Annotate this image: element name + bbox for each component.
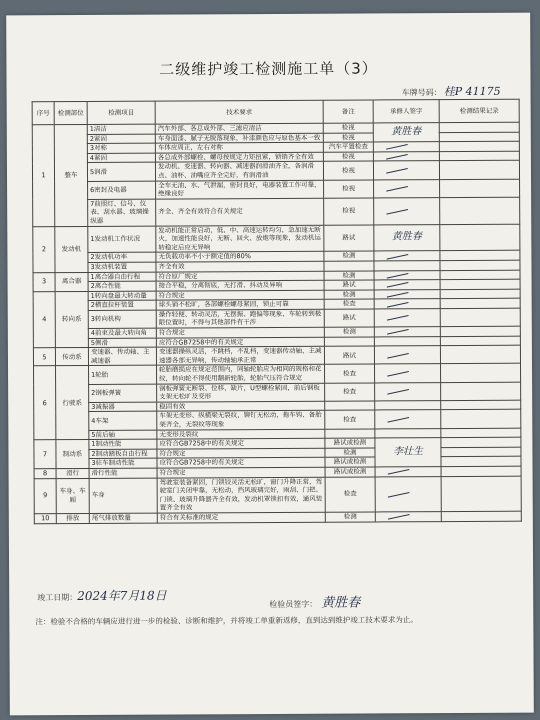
row-remark xyxy=(325,401,375,411)
header-requirement: 技术要求 xyxy=(155,100,323,124)
row-result xyxy=(440,345,520,364)
row-result xyxy=(440,298,520,308)
row-result xyxy=(441,447,521,457)
row-item: 4车架 xyxy=(89,411,157,430)
row-remark: 检测 xyxy=(325,512,375,522)
row-item: 2紧固 xyxy=(87,134,155,144)
header-remark: 备注 xyxy=(323,100,373,123)
row-item: 3减振器 xyxy=(89,402,157,412)
row-remark: 汽车平置检查 xyxy=(323,142,373,152)
row-requirement: 发动机、变速器、转向器、减速器润滑油齐全，各润滑点、油杯、油嘴应齐全完好，有润滑油 xyxy=(155,162,323,181)
row-item: 1轮胎 xyxy=(89,366,157,385)
completion-date-label: 竣工日期： xyxy=(37,593,78,603)
row-remark: 检测 xyxy=(324,270,374,280)
row-result xyxy=(441,457,521,467)
row-requirement: 稳固有效 xyxy=(157,401,325,411)
inspector-value: 黄胜春 xyxy=(321,595,361,611)
row-item: 5侧滑 xyxy=(88,338,156,348)
row-requirement: 轮胎磨损应在规定范围内，同轴轮胎应为相同的规格和花纹，转向轮不得使用翻新轮胎，轮胎气压符合规定 xyxy=(157,365,325,384)
row-part: 滑行 xyxy=(56,468,89,478)
row-requirement: 汽车外部、各总成外部、三滤应清洁 xyxy=(155,123,323,133)
row-result xyxy=(441,400,521,410)
row-result xyxy=(440,270,520,280)
row-signature-mark xyxy=(374,251,440,261)
row-remark: 路试 xyxy=(324,280,374,290)
row-result xyxy=(440,279,520,289)
row-part: 传动系 xyxy=(55,348,88,366)
row-item: 6密封及电器 xyxy=(88,181,156,200)
row-requirement: 车身面漆、腻子无脱落现象，补漆颜色应与原色基本一致 xyxy=(155,133,323,143)
row-remark: 检查 xyxy=(325,410,375,428)
row-part: 制动系 xyxy=(56,440,89,469)
table-row xyxy=(34,476,521,514)
row-signature-mark xyxy=(374,289,440,299)
row-requirement: 齐全有效 xyxy=(156,261,324,271)
row-result xyxy=(441,511,521,521)
header-item: 检测项目 xyxy=(87,101,155,124)
row-remark: 检视 xyxy=(323,152,373,162)
row-remark: 检测 xyxy=(324,327,374,337)
row-remark: 检视 xyxy=(323,133,373,143)
row-result xyxy=(441,364,521,383)
row-seq: 10 xyxy=(34,514,56,524)
row-result xyxy=(441,466,521,476)
row-remark: 路试 xyxy=(324,346,374,364)
header-signature: 承修人签字 xyxy=(373,100,439,123)
row-seq: 8 xyxy=(34,469,56,479)
row-item: 1制动性能 xyxy=(89,439,157,449)
row-item: 2钢板弹簧 xyxy=(89,384,157,403)
row-signature-mark xyxy=(375,476,441,512)
row-item: 1离合器自由行程 xyxy=(88,272,156,282)
row-result xyxy=(439,151,519,161)
header-part: 检测部位 xyxy=(54,101,87,124)
row-requirement: 符合原厂规定 xyxy=(156,271,324,281)
row-requirement: 车体应周正，左右对称 xyxy=(155,142,323,152)
row-item: 3转向机构 xyxy=(88,310,156,329)
table-header-row xyxy=(32,99,519,125)
row-result xyxy=(439,122,519,132)
row-signature-mark xyxy=(375,364,441,383)
row-item: 车身 xyxy=(89,478,157,514)
row-signature-mark xyxy=(375,410,441,429)
row-item: 2横直拉杆装置 xyxy=(88,300,156,310)
row-part: 行驶系 xyxy=(56,366,89,440)
row-seq: 5 xyxy=(33,348,55,366)
row-requirement: 符合规定 xyxy=(157,467,325,477)
row-signature-mark xyxy=(374,270,440,280)
row-result xyxy=(440,224,520,251)
row-seq: 9 xyxy=(34,478,56,513)
row-seq: 2 xyxy=(33,226,55,272)
row-item: 变速器、传动轴、主减速器 xyxy=(88,347,156,366)
table-row xyxy=(33,224,520,253)
row-remark: 检视 xyxy=(323,161,373,179)
row-signature-mark xyxy=(373,161,439,180)
table-row xyxy=(34,511,521,523)
row-requirement: 应符合GB7258中的有关规定 xyxy=(156,337,324,347)
row-result xyxy=(441,382,521,401)
inspector-label: 检验员签字： xyxy=(269,599,318,610)
row-signature-mark xyxy=(375,428,441,438)
row-seq: 6 xyxy=(34,366,56,440)
row-seq: 1 xyxy=(32,125,55,227)
row-item: 5前后轴 xyxy=(89,430,157,440)
row-result xyxy=(440,179,520,198)
row-item: 4前束及最大转向角 xyxy=(88,328,156,338)
row-signature: 李壮生 xyxy=(375,438,441,467)
row-result xyxy=(441,437,521,447)
row-requirement: 符合规定 xyxy=(156,290,324,300)
row-signature-mark xyxy=(375,382,441,401)
table-row xyxy=(33,197,520,226)
row-remark: 路试或检测 xyxy=(325,457,375,467)
row-result xyxy=(441,428,521,438)
plate-value: 桂P 41175 xyxy=(443,84,501,99)
row-item: 2发动机功率 xyxy=(88,252,156,262)
row-remark: 检测 xyxy=(324,251,374,261)
row-requirement: 发动机能正常启动，低、中、高速运转均匀，急加速无断火，加速性能良好，无断、回火、放炮等现象，发动机运转稳定后应无异响 xyxy=(156,225,324,253)
row-requirement: 无负载功率不小于额定值的80% xyxy=(156,252,324,262)
row-requirement: 车架无变形、纵横梁无裂纹，铆钉无松动，拖车钩、备胎架齐全，无裂纹等现象 xyxy=(157,411,325,430)
row-result xyxy=(440,336,520,346)
row-result xyxy=(440,326,520,336)
row-requirement: 符合规定 xyxy=(156,327,324,337)
row-remark: 检测 xyxy=(324,290,374,300)
row-item: 2制动踏板自由行程 xyxy=(89,449,157,459)
row-signature-mark xyxy=(375,512,441,522)
row-remark xyxy=(324,337,374,347)
row-signature: 黄胜春 xyxy=(373,123,439,143)
row-signature-mark xyxy=(374,346,440,365)
row-item: 4紧固 xyxy=(87,153,155,163)
row-requirement: 接合平稳，分离彻底，无打滑、抖动及异响 xyxy=(156,280,324,290)
row-signature-mark xyxy=(374,280,440,290)
row-part: 排放 xyxy=(56,513,89,523)
row-item: 7前照灯、信号、仪表、刮水器、玻璃操纵器 xyxy=(88,199,156,226)
row-item: 1转向盘最大转动量 xyxy=(88,291,156,301)
row-requirement: 变速器操纵灵活，不跳档，不乱档，变速器传动轴、主减速器各部无异响，传动轴轴承正常 xyxy=(156,346,324,365)
row-remark: 检视 xyxy=(324,198,374,225)
row-remark: 路试或检测 xyxy=(325,467,375,477)
row-result xyxy=(441,410,521,429)
inspection-table xyxy=(32,99,522,524)
row-result xyxy=(440,251,520,261)
row-remark: 检查 xyxy=(325,477,375,513)
row-signature-mark xyxy=(374,197,440,224)
row-item: 5润滑 xyxy=(87,162,155,181)
row-signature-mark xyxy=(374,308,440,327)
row-item: 滑行性能 xyxy=(89,468,157,478)
row-item: 2离合性能 xyxy=(88,281,156,291)
completion-date-value: 2024年7月18日 xyxy=(77,588,167,604)
row-signature-mark xyxy=(374,261,440,271)
row-result xyxy=(440,308,520,327)
row-requirement: 符合规定 xyxy=(157,448,325,458)
row-remark: 检查 xyxy=(325,383,375,401)
header-seq: 序号 xyxy=(32,102,54,125)
page-title: 二级维护竣工检测施工单（3） xyxy=(159,59,378,79)
row-requirement: 应符合GB7258中的有关规定 xyxy=(157,438,325,448)
row-part: 发动机 xyxy=(55,226,88,272)
row-result xyxy=(440,260,520,270)
row-signature-mark xyxy=(373,151,439,161)
row-requirement: 驾驶室装备紧固，门锁铰灵活无松旷，窗门升降正常，驾驶室门关闭牢靠，无松动，挡风玻璃完好，雨刮、门把、门锁、玻璃升降器齐全有效，发动机罩锁扣有效，通风装置齐全有效 xyxy=(157,477,325,513)
row-remark: 检视 xyxy=(324,180,374,198)
row-requirement: 操作轻便、转动灵活，无摆振、跑偏等现象，车轮转到极限位置时，不得与其他部件有干涉 xyxy=(156,309,324,328)
row-result xyxy=(439,132,519,142)
row-part: 离合器 xyxy=(55,272,88,291)
row-signature: 黄胜春 xyxy=(374,224,440,251)
row-remark: 路试或检测 xyxy=(325,438,375,448)
row-item: 3驻车制动性能 xyxy=(89,458,157,468)
row-result xyxy=(439,161,519,180)
row-part: 车身、车厢 xyxy=(56,478,89,514)
row-signature-mark xyxy=(374,179,440,198)
row-remark: 路试 xyxy=(324,224,374,251)
footnote: 注：检验不合格的车辆应进行进一步的检验、诊断和维护，并将竣工单重新返修，直到达到维护竣工技术要求为止。 xyxy=(35,615,418,627)
row-signature-mark xyxy=(375,400,441,410)
row-item: 尾气排放数量 xyxy=(89,513,157,523)
row-signature-mark xyxy=(374,327,440,337)
row-requirement: 各总成外部螺栓、螺母按规定力矩扭紧，锁销齐全有效 xyxy=(155,152,323,162)
row-remark: 检查 xyxy=(324,299,374,309)
row-remark: 路试 xyxy=(324,309,374,327)
row-remark xyxy=(325,429,375,439)
row-signature-mark xyxy=(375,467,441,477)
row-requirement: 球头销不松旷，各部螺栓螺母紧固，锁止可靠 xyxy=(156,299,324,309)
row-item: 1清洁 xyxy=(87,124,155,134)
row-seq: 7 xyxy=(34,440,56,469)
row-part: 整车 xyxy=(54,124,88,226)
row-requirement: 齐全、齐全有效符合有关规定 xyxy=(156,198,324,226)
row-result xyxy=(440,197,520,224)
row-seq: 4 xyxy=(33,291,55,348)
row-item: 3发动机装置 xyxy=(88,262,156,272)
header-result: 检测结果记录 xyxy=(439,99,519,122)
row-remark: 检视 xyxy=(323,123,373,133)
row-requirement: 全车无油、水、气泄漏，密封良好，电器装置工作可靠，绝缘良好 xyxy=(156,180,324,199)
row-item: 3对称 xyxy=(87,143,155,153)
row-requirement: 无变形及裂纹 xyxy=(157,429,325,439)
row-seq: 3 xyxy=(33,272,55,291)
completion-date xyxy=(37,587,167,605)
row-part: 转向系 xyxy=(55,291,88,348)
row-remark: 检查 xyxy=(325,364,375,382)
row-requirement: 应符合GB7258中的有关规定 xyxy=(157,458,325,468)
row-result xyxy=(439,141,519,151)
row-item: 1发动机工作状况 xyxy=(88,226,156,253)
row-signature-mark xyxy=(374,336,440,346)
row-remark: 检测 xyxy=(325,448,375,458)
plate-label: 车牌号码： xyxy=(401,88,442,98)
row-requirement: 符合有关标准的规定 xyxy=(157,512,325,522)
row-result xyxy=(440,289,520,299)
row-requirement: 钢板弹簧无断裂、位移、缺片，U型螺栓紧固，前后钢板支架无松旷及变形 xyxy=(157,383,325,402)
work-order-sheet xyxy=(6,13,534,716)
row-remark xyxy=(324,261,374,271)
inspector-signature xyxy=(269,592,360,611)
row-result xyxy=(441,476,521,512)
row-signature-mark xyxy=(374,299,440,309)
plate-number xyxy=(402,83,501,100)
row-signature-mark xyxy=(373,142,439,152)
